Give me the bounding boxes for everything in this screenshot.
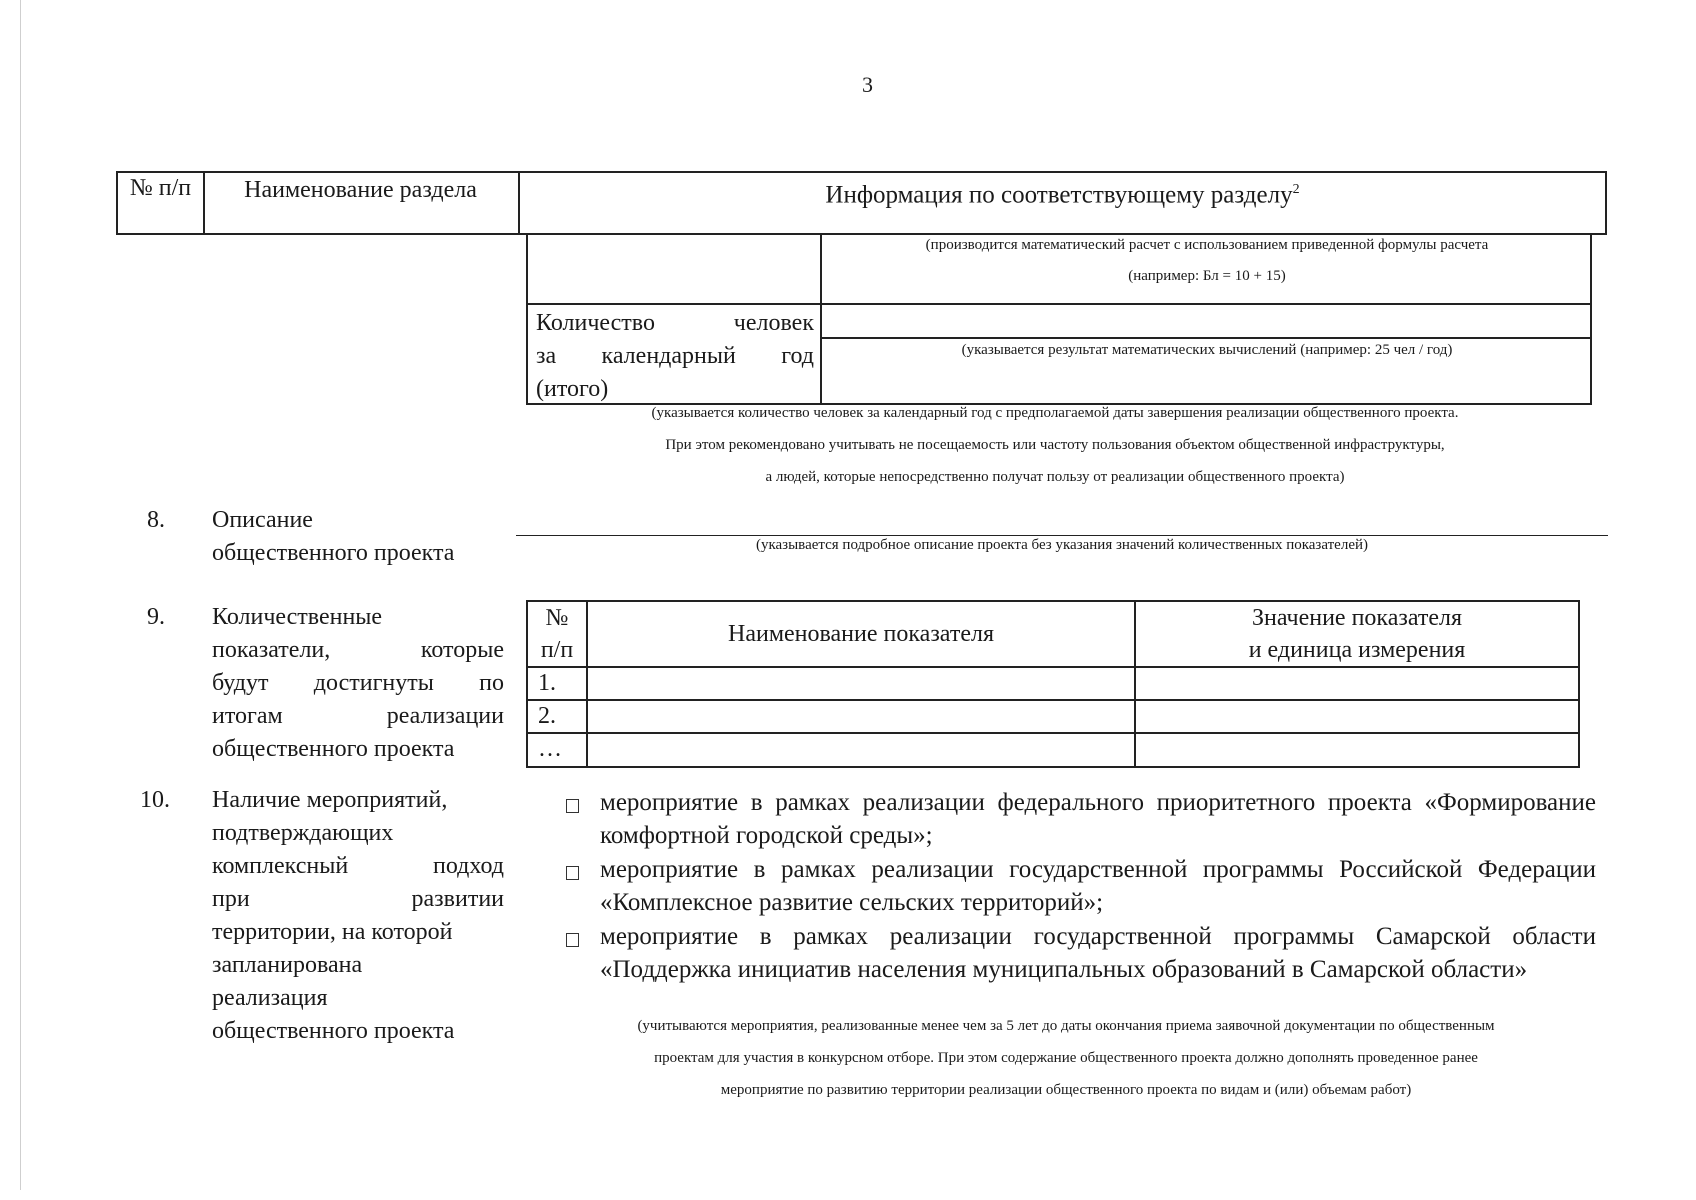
section-8-number: 8. [147, 507, 165, 533]
option-3-checkbox[interactable] [566, 931, 579, 949]
checkbox-icon [566, 933, 579, 947]
divider [528, 732, 1578, 734]
calculation-table [526, 233, 1592, 405]
section-10-name-line: общественного проекта [212, 1018, 455, 1044]
total-people-label-line: (итого) [536, 376, 609, 402]
indicators-head-value-line: Значение показателя [1251, 605, 1463, 631]
option-1-checkbox[interactable] [566, 797, 579, 815]
divider [528, 666, 1578, 668]
total-people-label [536, 307, 814, 406]
total-people-label-line: Количество человек [536, 310, 814, 336]
section-8-name [212, 504, 454, 570]
section-10-name-line: запланирована [212, 952, 363, 978]
indicators-head-number-line: п/п [540, 637, 574, 663]
section-9-name [212, 601, 504, 766]
divider [528, 303, 820, 305]
indicators-row-number: 1. [538, 670, 556, 696]
header-col-section-info [520, 173, 1605, 233]
option-2-text [600, 853, 1596, 919]
indicators-head-name: Наименование показателя [728, 621, 994, 647]
section-9-number: 9. [147, 604, 165, 630]
section-10-name-line: комплексный подход [212, 853, 504, 879]
header-col-section-info-text: Информация по соответствующему разделу [825, 181, 1293, 209]
option-3-text-body: мероприятие в рамках реализации государственной программы Самарской области «Поддержка инициатив населения муниципальных образований в Самарской области» [600, 923, 1596, 983]
formula-note-line: (производится математический расчет с использованием приведенной формулы расчета [925, 237, 1489, 253]
checkbox-icon [566, 799, 579, 813]
header-col-section-name: Наименование раздела [203, 173, 520, 233]
divider [820, 337, 1590, 339]
indicators-head-value [1136, 602, 1578, 666]
footnote-marker: 2 [1292, 182, 1300, 197]
option-2-checkbox[interactable] [566, 864, 579, 882]
measures-note-line: (учитываются мероприятия, реализованные менее чем за 5 лет до даты окончания приема заявочной документации по общественным [637, 1018, 1495, 1034]
measures-note-line: мероприятие по развитию территории реализации общественного проекта по видам и (или) объемам работ) [720, 1082, 1412, 1098]
section-10-name-line: территории, на которой [212, 919, 453, 945]
people-note-line: (указывается количество человек за календарный год с предполагаемой даты завершения реализации общественного проекта. [651, 405, 1459, 421]
section-10-name-line: при развитии [212, 886, 504, 912]
formula-note-line: (например: Бл = 10 + 15) [1128, 268, 1286, 284]
scan-margin-line [20, 0, 21, 1190]
option-2-text-body: мероприятие в рамках реализации государственной программы Российской Федерации «Комплексное развитие сельских территорий»; [600, 856, 1596, 916]
section-9-name-line: общественного проекта [212, 736, 455, 762]
description-note: (указывается подробное описание проекта без указания значений количественных показателей) [755, 537, 1369, 553]
indicators-head-number [528, 602, 586, 666]
indicators-head-number-line: № [545, 605, 569, 631]
section-header-table [116, 171, 1607, 235]
header-col-number: № п/п [118, 173, 205, 233]
indicators-head-value-line: и единица измерения [1248, 637, 1466, 663]
section-8-name-line: Описание [212, 507, 313, 533]
section-10-name [212, 784, 504, 1048]
indicators-row-number: 2. [538, 703, 556, 729]
section-9-name-line: итогам реализации [212, 703, 504, 729]
section-10-number: 10. [140, 787, 170, 813]
total-people-label-line: за календарный год [536, 343, 814, 369]
section-9-name-line: Количественные [212, 604, 383, 630]
description-fill-line [516, 535, 1608, 536]
result-note: (указывается результат математических вычислений (например: 25 чел / год) [961, 342, 1453, 358]
option-1-text-body: мероприятие в рамках реализации федерального приоритетного проекта «Формирование комфортной городской среды»; [600, 789, 1596, 849]
section-10-name-line: подтверждающих [212, 820, 394, 846]
indicators-table [526, 600, 1580, 768]
section-10-name-line: Наличие мероприятий, [212, 787, 448, 813]
people-note-line: а людей, которые непосредственно получат пользу от реализации общественного проекта) [765, 469, 1345, 485]
section-8-name-line: общественного проекта [212, 540, 455, 566]
page-number: 3 [862, 72, 873, 97]
divider [528, 699, 1578, 701]
people-note-line: При этом рекомендовано учитывать не посещаемость или частоту пользования объектом общественной инфраструктуры, [665, 437, 1445, 453]
section-9-name-line: показатели, которые [212, 637, 504, 663]
divider [820, 303, 1590, 305]
measures-note-line: проектам для участия в конкурсном отборе. При этом содержание общественного проекта должно дополнять проведенное ранее [654, 1050, 1478, 1066]
option-3-text [600, 920, 1596, 986]
indicators-row-number: … [538, 736, 562, 762]
section-10-name-line: реализация [212, 985, 328, 1011]
section-9-name-line: будут достигнуты по [212, 670, 504, 696]
checkbox-icon [566, 866, 579, 880]
option-1-text [600, 786, 1596, 852]
